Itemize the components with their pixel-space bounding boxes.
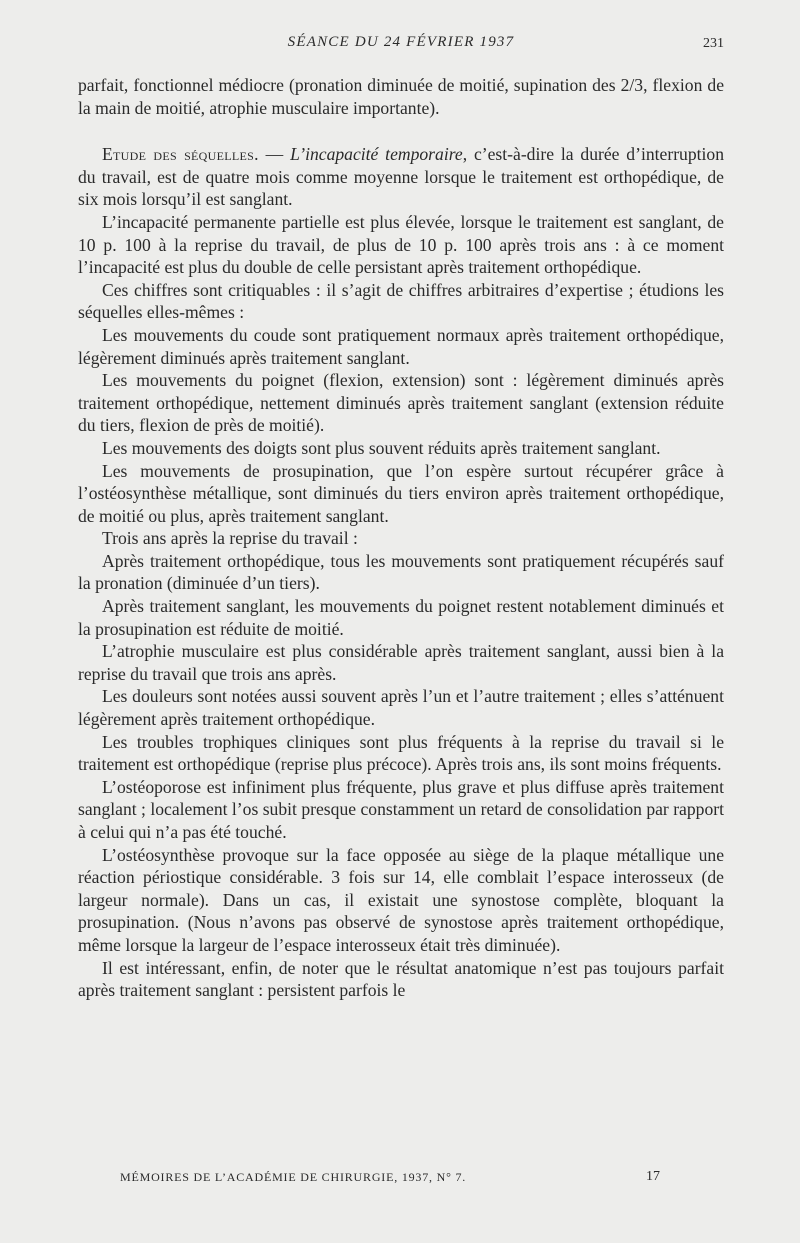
body-text [78, 74, 724, 1002]
running-title: SÉANCE DU 24 FÉVRIER 1937 [287, 34, 515, 50]
page-number: 231 [703, 36, 724, 51]
section-paragraph [78, 143, 724, 211]
paragraph: Ces chiffres sont critiquables : il s’agit de chiffres arbitraires d’expertise ; étudions les séquelles elles-mêmes : [78, 279, 724, 323]
paragraph: Les mouvements du coude sont pratiquement normaux après traitement orthopédique, légèrement diminués après traitement sanglant. [78, 324, 724, 368]
paragraph: L’ostéoporose est infiniment plus fréquente, plus grave et plus diffuse après traitement sanglant ; localement l’os subit presque constamment un retard de consolidation par rapport à celui qui n’a pas été touché. [78, 776, 724, 842]
paragraph: Trois ans après la reprise du travail : [102, 528, 358, 549]
paragraph: L’incapacité permanente partielle est plus élevée, lorsque le traitement est sanglant, de 10 p. 100 à la reprise du travail, de plus de 10 p. 100 après trois ans : à ce moment l’incapacité est plus du double de celle persistant après traitement orthopédique. [78, 211, 724, 278]
paragraph: Les mouvements des doigts sont plus souvent réduits après traitement sanglant. [102, 437, 661, 458]
paragraph: Il est intéressant, enfin, de noter que le résultat anatomique n’est pas toujours parfait après traitement sanglant : persistent parfois le [78, 957, 724, 1001]
paragraph: Les mouvements de prosupination, que l’on espère surtout récupérer grâce à l’ostéosynthèse métallique, sont diminués du tiers environ après traitement orthopédique, de moitié ou plus, après traitement sanglant. [78, 460, 724, 526]
page-footer [120, 1170, 660, 1185]
paragraph: L’atrophie musculaire est plus considérable après traitement sanglant, aussi bien à la reprise du travail que trois ans après. [78, 641, 724, 684]
heading-dash: — [258, 144, 291, 165]
paragraph: Les troubles trophiques cliniques sont plus fréquents à la reprise du travail si le traitement est orthopédique (reprise plus précoce). Après trois ans, ils sont moins fréquents. [78, 731, 724, 775]
italic-term: L’incapacité temporaire [290, 144, 463, 165]
paragraph: Les douleurs sont notées aussi souvent après l’un et l’autre traitement ; elles s’atténuent légèrement après traitement orthopédique. [78, 686, 724, 730]
paragraph: Les mouvements du poignet (flexion, extension) sont : légèrement diminués après traitement orthopédique, nettement diminués après traitement sanglant (extension réduite du tiers, flexion de près de moitié). [78, 370, 724, 436]
paragraph: L’ostéosynthèse provoque sur la face opposée au siège de la plaque métallique une réaction périostique considérable. 3 fois sur 14, elle comblait l’espace interosseux (de largeur normale). Dans un cas, il existait une synostose complète, bloquant la prosupination. (Nous n’avons pas observé de synostose après traitement orthopédique, même lorsque la largeur de l’espace interosseux était très diminuée). [78, 844, 724, 955]
paragraph: Après traitement orthopédique, tous les mouvements sont pratiquement récupérés sauf la pronation (diminuée d’un tiers). [78, 550, 724, 594]
signature-mark: 17 [646, 1169, 660, 1184]
section-heading: Etude des séquelles. [102, 144, 259, 165]
paragraph-text: , c’est-à-dire la durée d’interruption du travail, est de quatre mois comme moyenne lorsque le traitement est orthopédique, de six mois lorsqu’il est sanglant. [78, 144, 725, 210]
paragraph: Après traitement sanglant, les mouvements du poignet restent notablement diminués et la prosupination est réduite de moitié. [78, 596, 724, 639]
paragraph: parfait, fonctionnel médiocre (pronation diminuée de moitié, supination des 2/3, flexion de la main de moitié, atrophie musculaire importante). [78, 75, 724, 118]
running-header [78, 34, 724, 51]
journal-reference: MÉMOIRES DE L’ACADÉMIE DE CHIRURGIE, 1937, N° 7. [120, 1170, 467, 1184]
